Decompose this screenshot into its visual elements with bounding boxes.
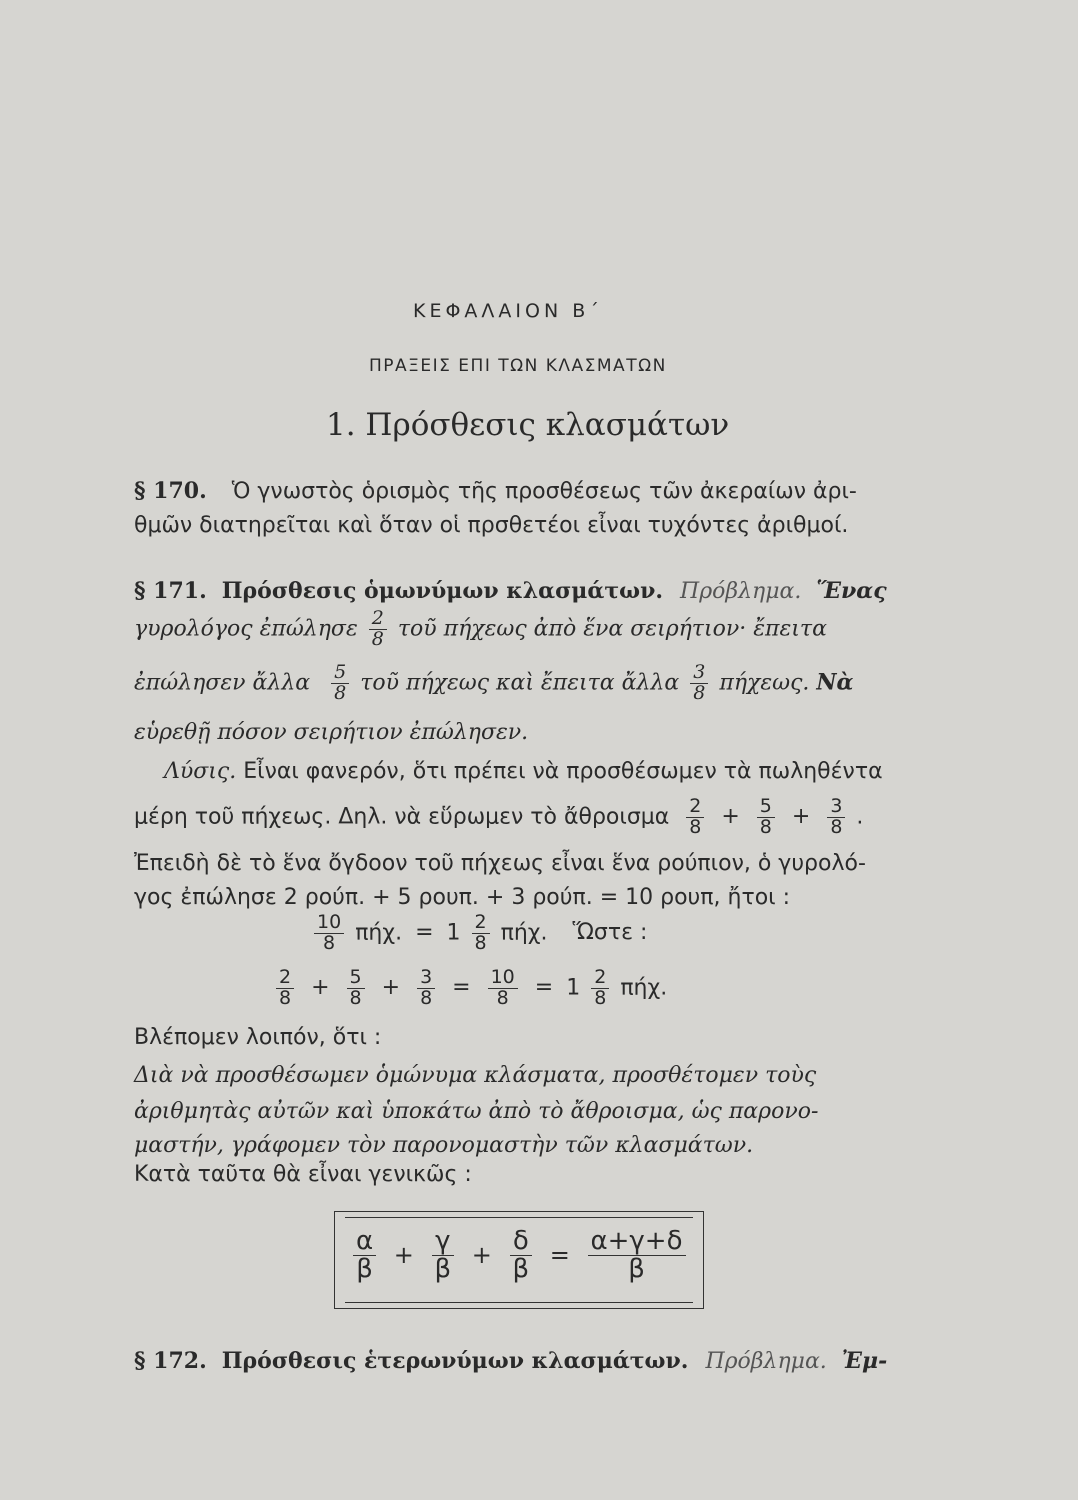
line3-text-a: ἐπώλησεν ἄλλα (134, 670, 311, 696)
general-line: Κατὰ ταῦτα θὰ εἶναι γενικῶς : (134, 1162, 472, 1187)
general-formula (349, 1228, 690, 1284)
fraction-10-8 (488, 968, 518, 1009)
paragraph-170-text-1: Ὁ γνωστὸς ὁρισμὸς τῆς προσθέσεως τῶν ἀκεραίων ἀρι- (231, 479, 857, 504)
fraction-denominator: β (434, 1254, 452, 1285)
fraction-numerator: 5 (347, 968, 365, 989)
fraction-numerator: 2 (591, 968, 609, 989)
unit-text: πήχ. (500, 920, 548, 946)
fraction-denominator: 8 (334, 681, 347, 704)
fraction-numerator: 10 (488, 968, 518, 989)
fraction-2-8 (276, 968, 294, 1009)
fraction-3-8 (827, 797, 845, 838)
problem-label: Πρόβλημα. (680, 579, 802, 604)
line2-text-a: γυρολόγος ἐπώλησε (134, 616, 358, 642)
paragraph-170-line-2: θμῶν διατηρεῖται καὶ ὅταν οἱ πρσθετέοι εἶναι τυχόντες ἀριθμοί. (134, 513, 849, 538)
fraction-denominator: β (512, 1254, 530, 1285)
paragraph-171-line-1 (134, 578, 887, 604)
fraction-denominator: β (356, 1254, 373, 1285)
fraction-denominator: β (628, 1254, 645, 1285)
solution-line-2 (134, 797, 863, 838)
fraction-5-8 (347, 968, 365, 1009)
fraction-denominator: 8 (693, 681, 706, 704)
see-line: Βλέπομεν λοιπόν, ὅτι : (134, 1025, 382, 1050)
fraction-delta-beta (510, 1228, 533, 1284)
plus-sign: + (721, 804, 740, 830)
equation-line-1 (310, 913, 647, 954)
fraction-denominator: 8 (759, 815, 772, 838)
rule-line-3: μαστήν, γράφομεν τὸν παρονομαστὴν τῶν κλασμάτων. (134, 1133, 754, 1158)
fraction-numerator: α+γ+δ (588, 1228, 686, 1256)
fraction-denominator: 8 (689, 815, 702, 838)
fraction-numerator: 2 (686, 797, 704, 818)
fraction-denominator: 8 (830, 815, 843, 838)
fraction-denominator: 8 (496, 986, 509, 1009)
fraction-sum-beta (588, 1228, 686, 1284)
rule-line-1: Διὰ νὰ προσθέσωμεν ὁμώνυμα κλάσματα, προσθέτομεν τοὺς (134, 1063, 817, 1088)
chapter-subtitle: ΠΡΑΞΕΙΣ ΕΠΙ ΤΩΝ ΚΛΑΣΜΑΤΩΝ (369, 356, 667, 376)
plus-sign: + (393, 1240, 414, 1269)
paragraph-171-line-2 (134, 609, 827, 650)
fraction-2-8 (591, 968, 609, 1009)
fraction-2-8 (686, 797, 704, 838)
equals-sign: = (452, 975, 471, 1001)
unit-text: πήχ. (620, 975, 668, 1001)
fraction-denominator: 8 (323, 931, 336, 954)
fraction-3-8 (690, 663, 708, 704)
solution-text-2: μέρη τοῦ πήχεως. Δηλ. νὰ εὕρωμεν τὸ ἄθροισμα (134, 804, 670, 830)
fraction-gamma-beta (432, 1228, 455, 1284)
whole-number: 1 (566, 975, 581, 1001)
fraction-denominator: 8 (279, 986, 292, 1009)
fraction-numerator: 3 (690, 663, 708, 684)
fraction-5-8 (331, 663, 349, 704)
problem-start-word: Ἕνας (816, 578, 887, 604)
equation-line-2 (272, 968, 667, 1009)
general-formula-box (334, 1211, 704, 1309)
fraction-2-8 (369, 609, 387, 650)
equals-sign: = (534, 975, 554, 1001)
paragraph-171-line-4: εὑρεθῇ πόσον σειρήτιον ἐπώλησεν. (134, 720, 529, 745)
fraction-numerator: 5 (757, 797, 775, 818)
paragraph-172-number: § 172. (134, 1348, 207, 1374)
paragraph-170-number: § 170. (134, 478, 207, 504)
fraction-denominator: 8 (420, 986, 433, 1009)
rule-line-2: ἀριθμητὰς αὐτῶν καὶ ὑποκάτω ἀπὸ τὸ ἄθροισμα, ὡς παρονο- (134, 1099, 819, 1124)
fraction-numerator: 5 (331, 663, 349, 684)
fraction-numerator: 3 (827, 797, 845, 818)
solution-line-3: Ἐπειδὴ δὲ τὸ ἕνα ὄγδοον τοῦ πήχεως εἶναι ἕνα ρούπιον, ὁ γυρολό- (134, 851, 866, 876)
equals-sign: = (415, 920, 434, 946)
paragraph-171-number: § 171. (134, 578, 207, 604)
fraction-numerator: 2 (472, 913, 490, 934)
plus-sign: + (471, 1240, 492, 1269)
fraction-numerator: 3 (417, 968, 435, 989)
chapter-label: ΚΕΦΑΛΑΙΟΝ Β΄ (413, 300, 603, 322)
fraction-numerator: δ (510, 1228, 532, 1256)
problem-start-word: Ἐμ- (841, 1348, 888, 1374)
fraction-2-8 (472, 913, 490, 954)
fraction-10-8 (314, 913, 344, 954)
paragraph-171-heading: Πρόσθεσις ὁμωνύμων κλασμάτων. (221, 578, 664, 604)
problem-label: Πρόβλημα. (705, 1349, 827, 1374)
paragraph-170-line-1 (134, 478, 857, 504)
plus-sign: + (311, 975, 330, 1001)
fraction-numerator: 2 (369, 609, 387, 630)
paragraph-172-line-1 (134, 1348, 887, 1374)
line2-text-b: τοῦ πήχεως ἀπὸ ἕνα σειρήτιον· ἔπειτα (397, 616, 827, 642)
hoste-text: Ὥστε : (572, 920, 648, 946)
fraction-alpha-beta (353, 1228, 376, 1284)
plus-sign: + (381, 975, 401, 1001)
solution-label: Λύσις. (164, 759, 237, 784)
fraction-numerator: α (353, 1228, 376, 1256)
line3-text-b: τοῦ πήχεως καὶ ἔπειτα ἄλλα (360, 670, 680, 696)
solution-line-4: γος ἐπώλησε 2 ρούπ. + 5 ρουπ. + 3 ρούπ. = 10 ρουπ, ἤτοι : (134, 885, 791, 910)
fraction-5-8 (757, 797, 775, 838)
plus-sign: + (791, 804, 811, 830)
fraction-numerator: 2 (276, 968, 294, 989)
solution-text-1: Εἶναι φανερόν, ὅτι πρέπει νὰ προσθέσωμεν τὰ πωληθέντα (243, 759, 883, 784)
paragraph-171-line-3 (134, 663, 853, 704)
fraction-denominator: 8 (474, 931, 487, 954)
whole-number: 1 (446, 920, 461, 946)
fraction-numerator: γ (432, 1228, 453, 1256)
line3-text-c: πήχεως. (719, 670, 810, 696)
fraction-3-8 (417, 968, 435, 1009)
period: . (856, 804, 864, 830)
equals-sign: = (549, 1240, 570, 1269)
fraction-numerator: 10 (314, 913, 344, 934)
fraction-denominator: 8 (594, 986, 607, 1009)
fraction-denominator: 8 (371, 627, 384, 650)
unit-text: πήχ. (355, 920, 403, 946)
solution-line-1 (164, 759, 883, 784)
fraction-denominator: 8 (349, 986, 362, 1009)
line3-text-d: Νὰ (816, 669, 854, 696)
section-title: 1. Πρόσθεσις κλασμάτων (326, 407, 730, 443)
paragraph-172-heading: Πρόσθεσις ἑτερωνύμων κλασμάτων. (221, 1348, 689, 1374)
